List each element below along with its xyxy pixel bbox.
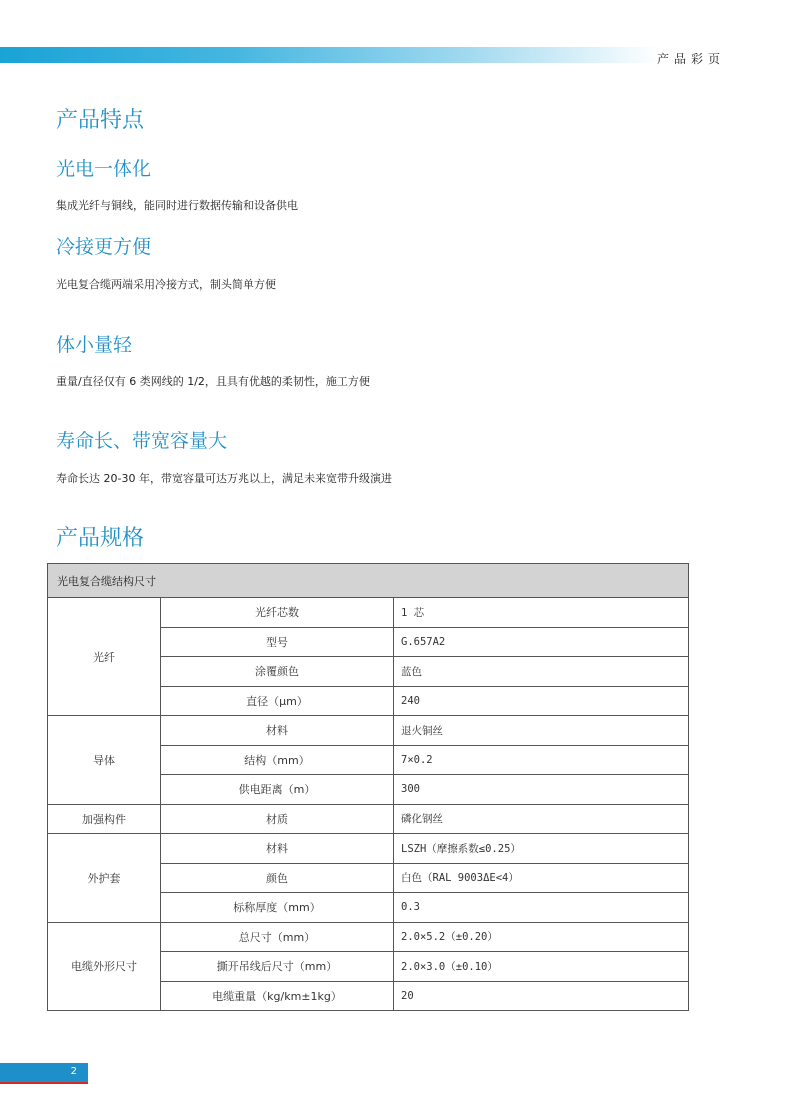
property-cell: 光纤芯数 — [161, 598, 394, 628]
features-section-title: 产品特点 — [56, 108, 145, 133]
group-label: 外护套 — [48, 834, 161, 923]
value-cell: 蓝色 — [394, 657, 689, 687]
value-cell: G.657A2 — [394, 627, 689, 657]
value-cell: LSZH（摩擦系数≤0.25） — [394, 834, 689, 864]
feature-desc-2: 光电复合缆两端采用冷接方式，制头简单方便 — [56, 278, 276, 291]
property-cell: 总尺寸（mm） — [161, 922, 394, 952]
table-row — [48, 804, 689, 834]
property-cell: 供电距离（m） — [161, 775, 394, 805]
value-cell: 1 芯 — [394, 598, 689, 628]
value-cell: 20 — [394, 981, 689, 1011]
header-gradient-bar — [0, 47, 660, 63]
property-cell: 标称厚度（mm） — [161, 893, 394, 923]
table-row — [48, 834, 689, 864]
value-cell: 7×0.2 — [394, 745, 689, 775]
property-cell: 材质 — [161, 804, 394, 834]
page-number-box — [0, 1063, 88, 1084]
feature-desc-4: 寿命长达 20-30 年，带宽容量可达万兆以上，满足未来宽带升级演进 — [56, 472, 392, 485]
table-caption: 光电复合缆结构尺寸 — [48, 564, 689, 598]
property-cell: 材料 — [161, 716, 394, 746]
feature-title-2: 冷接更方便 — [56, 236, 152, 258]
value-cell: 白色（RAL 9003ΔE<4） — [394, 863, 689, 893]
value-cell: 2.0×3.0（±0.10） — [394, 952, 689, 982]
property-cell: 电缆重量（kg/km±1kg） — [161, 981, 394, 1011]
value-cell: 300 — [394, 775, 689, 805]
group-label: 加强构件 — [48, 804, 161, 834]
property-cell: 型号 — [161, 627, 394, 657]
page-number: 2 — [70, 1066, 77, 1077]
group-label: 电缆外形尺寸 — [48, 922, 161, 1011]
spec-table — [47, 563, 689, 1011]
feature-title-4: 寿命长、带宽容量大 — [56, 430, 228, 452]
feature-desc-3: 重量/直径仅有 6 类网线的 1/2，且具有优越的柔韧性，施工方便 — [56, 375, 370, 388]
property-cell: 结构（mm） — [161, 745, 394, 775]
feature-title-1: 光电一体化 — [56, 158, 152, 180]
table-row — [48, 716, 689, 746]
property-cell: 材料 — [161, 834, 394, 864]
value-cell: 磷化钢丝 — [394, 804, 689, 834]
value-cell: 0.3 — [394, 893, 689, 923]
specs-section-title: 产品规格 — [56, 526, 145, 551]
table-header-row — [48, 564, 689, 598]
property-cell: 直径（μm） — [161, 686, 394, 716]
value-cell: 退火铜丝 — [394, 716, 689, 746]
feature-desc-1: 集成光纤与铜线，能同时进行数据传输和设备供电 — [56, 199, 298, 212]
group-label: 导体 — [48, 716, 161, 805]
property-cell: 涂覆颜色 — [161, 657, 394, 687]
feature-title-3: 体小量轻 — [56, 334, 133, 356]
group-label: 光纤 — [48, 598, 161, 716]
table-row — [48, 598, 689, 628]
value-cell: 240 — [394, 686, 689, 716]
property-cell: 颜色 — [161, 863, 394, 893]
property-cell: 撕开吊线后尺寸（mm） — [161, 952, 394, 982]
header-label: 产品彩页 — [657, 52, 726, 66]
table-row — [48, 922, 689, 952]
value-cell: 2.0×5.2（±0.20） — [394, 922, 689, 952]
